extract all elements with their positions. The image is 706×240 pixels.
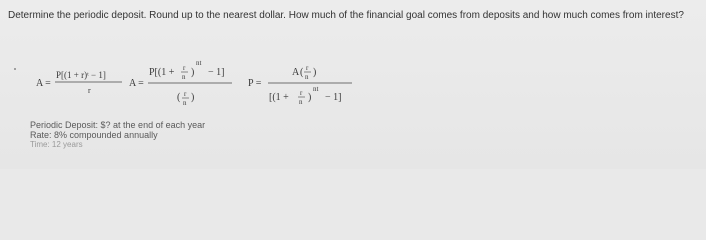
formula2-denominator-n: n: [183, 99, 187, 107]
formula3-denominator-tail: − 1]: [325, 92, 342, 103]
formula-svg: [30, 48, 390, 128]
formula3-exponent: nt: [313, 85, 319, 93]
formula3-denominator-main: [(1 +: [269, 92, 289, 103]
rate-line: Rate: 8% compounded annually: [30, 130, 158, 140]
formula2-den-open: (: [177, 92, 181, 103]
formula2-numerator-r: r: [183, 64, 186, 72]
formula-group: [30, 48, 390, 128]
formula3-numerator-A: A: [292, 67, 300, 78]
formula3-lhs: P =: [248, 78, 262, 89]
formula2-exponent: nt: [196, 59, 202, 67]
formula3-num-close: ): [313, 67, 317, 78]
formula3-denominator-n: n: [299, 98, 303, 106]
formula2-numerator-n: n: [182, 73, 186, 81]
formula3-numerator-n: n: [305, 73, 309, 81]
formula3-den-close-paren: ): [308, 92, 312, 103]
formula1-lhs: A =: [36, 78, 51, 89]
formula3-num-open: (: [300, 67, 304, 78]
formula3-denominator-r: r: [300, 89, 303, 97]
formula2-close-paren: ): [191, 67, 195, 78]
formula2-den-close: ): [191, 92, 195, 103]
bullet-dot: [14, 68, 16, 70]
formula2-denominator-r: r: [184, 90, 187, 98]
formula-compound-future-value: [129, 59, 232, 107]
formula2-numerator-tail: − 1]: [208, 67, 225, 78]
question-text: Determine the periodic deposit. Round up to the nearest dollar. How much of the financial goal comes from deposits and how much comes from interest?: [8, 10, 684, 21]
formula-periodic-deposit: [248, 64, 352, 106]
problem-details: [30, 120, 205, 150]
formula-annuity-future-value: [36, 70, 122, 95]
formula2-lhs: A =: [129, 78, 144, 89]
deposit-line: Periodic Deposit: $? at the end of each year: [30, 120, 206, 130]
time-line: Time: 12 years: [30, 140, 83, 149]
formula1-denominator: r: [88, 86, 91, 95]
formula1-numerator: P[(1 + r)ᵗ − 1]: [56, 70, 106, 80]
formula2-numerator-main: P[(1 +: [149, 67, 175, 78]
formula3-numerator-r: r: [306, 64, 309, 72]
